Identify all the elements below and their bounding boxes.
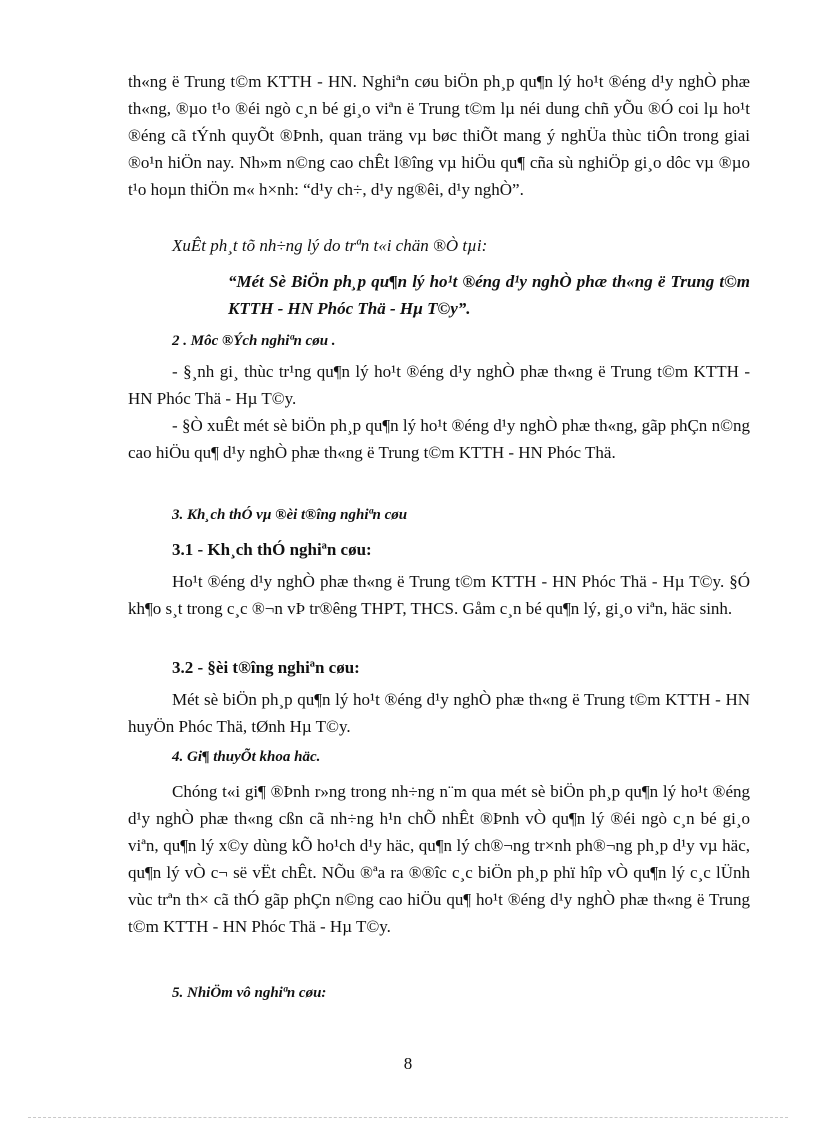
page-bottom-divider bbox=[28, 1117, 788, 1118]
section-heading: 4. Gi¶ thuyÕt khoa häc. bbox=[172, 749, 321, 765]
body-paragraph: Mét sè biÖn ph¸p qu¶n lý ho¹t ®éng d¹y nghÒ phæ th«ng ë Trung t©m KTTH - HN huyÖn Phóc Thä, tØnh Hµ T©y. bbox=[128, 690, 750, 736]
page-number: 8 bbox=[403, 1054, 413, 1073]
body-paragraph: Ho¹t ®éng d¹y nghÒ phæ th«ng ë Trung t©m KTTH - HN Phóc Thä - Hµ T©y. §Ó kh¶o s¸t trong c¸c ®¬n vÞ tr®êng THPT, THCS. Gåm c¸n bé qu¶n lý, gi¸o viªn, häc sinh. bbox=[128, 572, 750, 618]
section-heading: 5. NhiÖm vô nghiªn cøu: bbox=[172, 985, 327, 1001]
purpose-item: - §Ò xuÊt mét sè biÖn ph¸p qu¶n lý ho¹t ®éng d¹y nghÒ phæ th«ng, gãp phÇn n©ng cao hiÖu qu¶ d¹y nghÒ phæ th«ng ë Trung t©m KTTH - HN Phóc Thä. bbox=[128, 416, 750, 462]
body-paragraph: th«ng ë Trung t©m KTTH - HN. Nghiªn cøu biÖn ph¸p qu¶n lý ho¹t ®éng d¹y nghÒ phæ th«ng, ®µo t¹o ®éi ngò c¸n bé gi¸o viªn ë Trung t©m lµ néi dung chñ yÕu ®Ó coi lµ ho¹t ®éng cã tÝnh quyÕt ®Þnh, quan träng vµ bøc thiÕt mang ý nghÜa thùc tiÔn trong giai ®o¹n hiÖn nay. Nh»m n©ng cao chÊt l®îng vµ hiÖu qu¶ cña sù nghiÖp gi¸o dôc vµ ®µo t¹o hoµn thiÖn m« h×nh: “d¹y ch÷, d¹y ng®êi, d¹y nghÒ”. bbox=[128, 72, 750, 199]
subsection-heading: 3.1 - Kh¸ch thÓ nghiªn cøu: bbox=[172, 540, 372, 559]
reason-line: XuÊt ph¸t tõ nh÷ng lý do trªn t«i chän ®Ò tµi: bbox=[172, 236, 488, 255]
purpose-item: - §¸nh gi¸ thùc tr¹ng qu¶n lý ho¹t ®éng d¹y nghÒ phæ th«ng ë Trung t©m KTTH - HN Phóc Thä - Hµ T©y. bbox=[128, 362, 750, 408]
body-paragraph: Chóng t«i gi¶ ®Þnh r»ng trong nh÷ng n¨m qua mét sè biÖn ph¸p qu¶n lý ho¹t ®éng d¹y nghÒ phæ th«ng cßn cã nh÷ng h¹n chÕ nhÊt ®Þnh vÒ qu¶n lý ®éi ngò c¸n bé gi¸o viªn, qu¶n lý x©y dùng kÕ ho¹ch d¹y häc, qu¶n lý ch®¬ng tr×nh ph®¬ng ph¸p d¹y vµ häc, qu¶n lý vÒ c¬ së vËt chÊt. NÕu ®ªa ra ®®îc c¸c biÖn ph¸p phï hîp vÒ qu¶n lý c¸c lÜnh vùc trªn th× cã thÓ gãp phÇn n©ng cao hiÖu qu¶ ho¹t ®éng d¹y nghÒ phæ th«ng ë Trung t©m KTTH - HN Phóc Thä - Hµ T©y. bbox=[128, 782, 750, 936]
subsection-heading: 3.2 - §èi t®îng nghiªn cøu: bbox=[172, 658, 360, 677]
section-heading: 2 . Môc ®Ých nghiªn cøu . bbox=[172, 333, 336, 349]
topic-title: “Mét Sè BiÖn ph¸p qu¶n lý ho¹t ®éng d¹y nghÒ phæ th«ng ë Trung t©m KTTH - HN Phóc Thä - Hµ T©y”. bbox=[228, 272, 750, 318]
section-heading: 3. Kh¸ch thÓ vµ ®èi t®îng nghiªn cøu bbox=[172, 507, 408, 523]
